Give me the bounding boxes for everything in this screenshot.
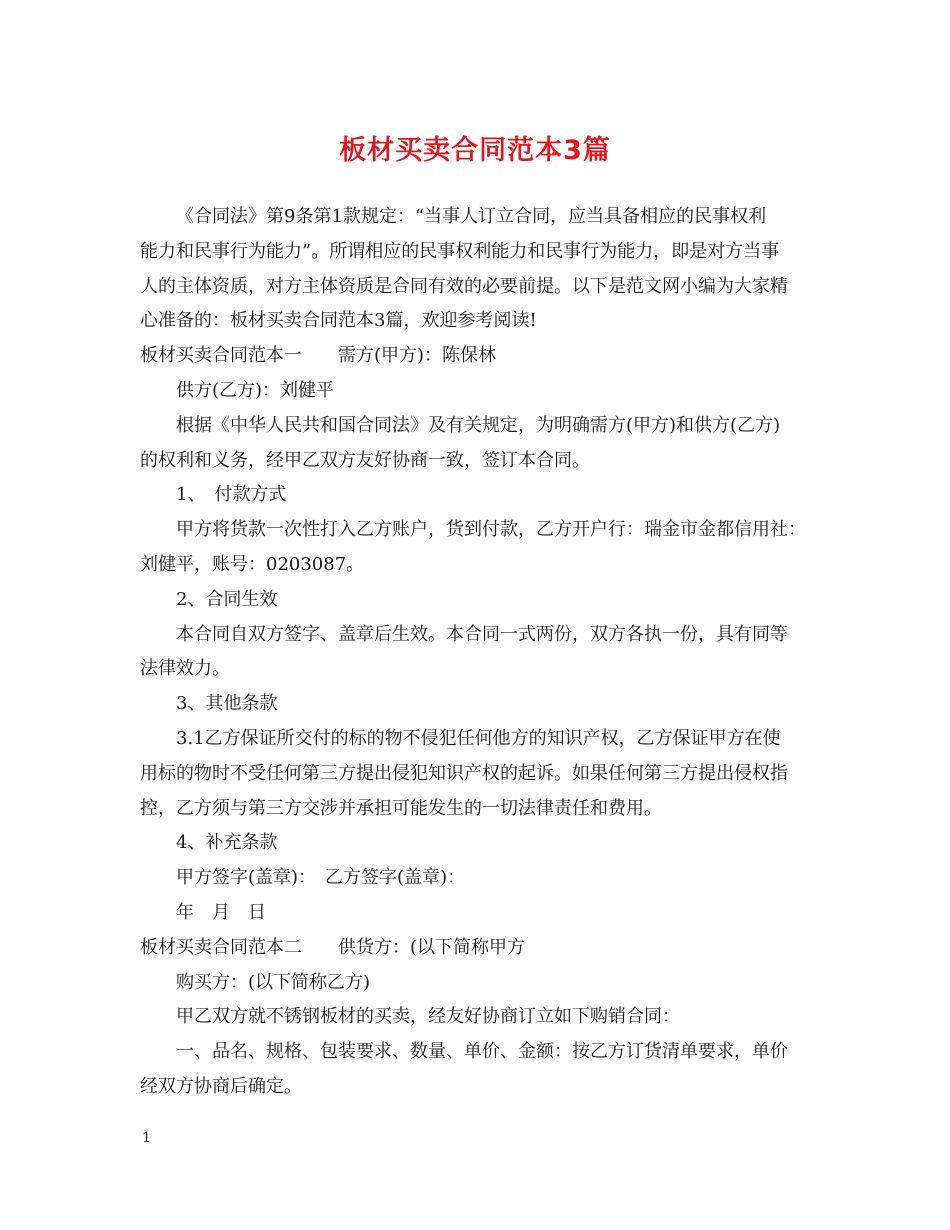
text-line: 《合同法》第9条第1款规定：“当事人订立合同，应当具备相应的民事权利	[176, 206, 767, 227]
text-line: 心准备的：板材买卖合同范本3篇，欢迎参考阅读!	[140, 310, 537, 332]
document-body	[140, 200, 830, 1105]
text-line: 控，乙方须与第三方交涉并承担可能发生的一切法律责任和费用。	[140, 797, 662, 819]
text-line: 2、合同生效	[176, 588, 278, 610]
document-title: 板材买卖合同范本3篇	[339, 135, 611, 166]
text-line: 的权利和义务，经甲乙双方友好协商一致，签订本合同。	[140, 449, 590, 471]
text-line: 经双方协商后确定。	[140, 1075, 302, 1097]
text-line: 甲方将货款一次性打入乙方账户，货到付款，乙方开户行：瑞金市金都信用社：	[176, 519, 806, 541]
text-line: 年 月 日	[176, 901, 266, 923]
text-line: 4、补充条款	[176, 832, 278, 854]
text-line: 板材买卖合同范本一 需方(甲方)：陈保林	[140, 345, 497, 367]
text-line: 甲方签字(盖章)： 乙方签字(盖章)：	[176, 867, 466, 889]
text-line: 一、品名、规格、包装要求、数量、单价、金额：按乙方订货清单要求，单价	[176, 1041, 788, 1063]
text-line: 1、 付款方式	[176, 484, 287, 506]
text-line: 用标的物时不受任何第三方提出侵犯知识产权的起诉。如果任何第三方提出侵权指	[140, 762, 788, 784]
text-line: 板材买卖合同范本二 供货方：(以下简称甲方	[140, 936, 526, 958]
text-line: 供方(乙方)：刘健平	[176, 379, 335, 401]
text-line: 购买方：(以下简称乙方)	[176, 971, 371, 993]
page-number: 1	[142, 1130, 151, 1146]
text-line: 刘健平，账号：0203087。	[140, 553, 365, 575]
text-line: 根据《中华人民共和国合同法》及有关规定，为明确需方(甲方)和供方(乙方)	[176, 414, 781, 436]
text-line: 甲乙双方就不锈钢板材的买卖，经友好协商订立如下购销合同：	[176, 1006, 680, 1028]
text-line: 3、其他条款	[176, 693, 278, 715]
text-line: 本合同自双方签字、盖章后生效。本合同一式两份，双方各执一份，具有同等	[176, 623, 788, 645]
text-line: 人的主体资质，对方主体资质是合同有效的必要前提。以下是范文网小编为大家精	[140, 275, 788, 297]
text-line: 3.1乙方保证所交付的标的物不侵犯任何他方的知识产权，乙方保证甲方在使	[176, 727, 781, 749]
text-line: 法律效力。	[140, 658, 230, 680]
text-line: 能力和民事行为能力”。所谓相应的民事权利能力和民事行为能力，即是对方当事	[140, 240, 780, 262]
